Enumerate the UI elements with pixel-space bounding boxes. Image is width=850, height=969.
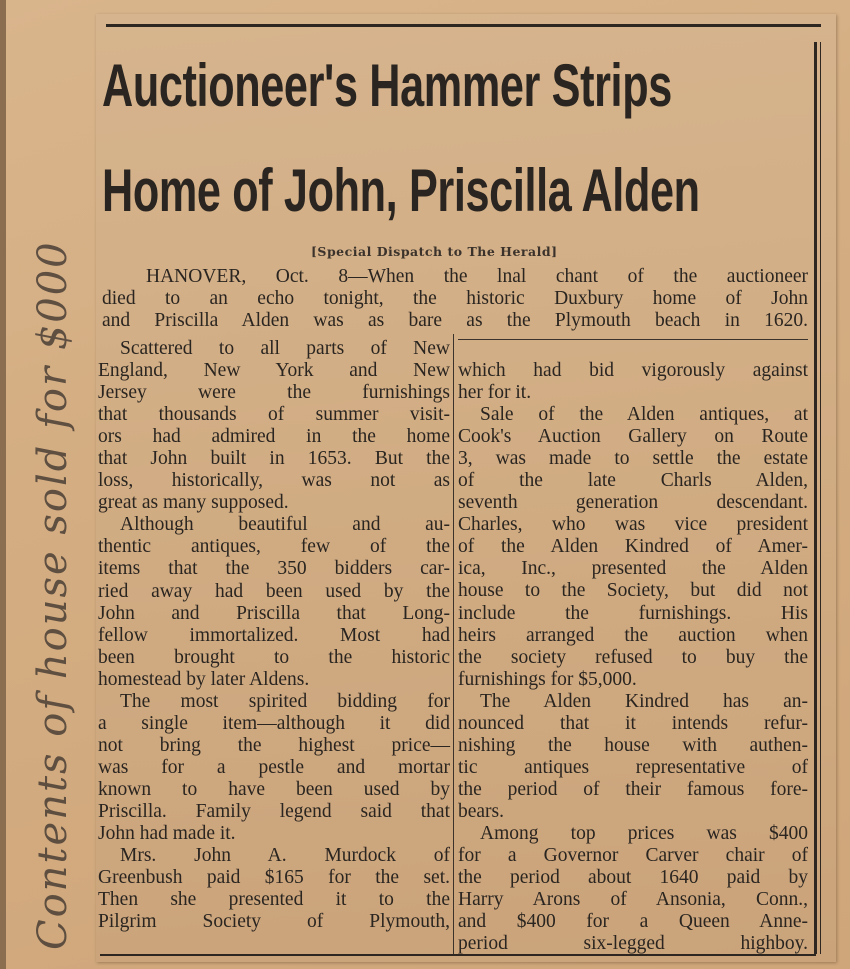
column-line: ors had admired in the home xyxy=(98,426,450,448)
column-line: Although beautiful and au- xyxy=(120,514,450,536)
column-line: Then she presented it to the xyxy=(98,889,450,911)
column-line: house to the Society, but did not xyxy=(458,580,808,602)
column-line: of the Alden Kindred of Amer- xyxy=(458,536,808,558)
column-line: the period about 1640 paid by xyxy=(458,867,808,889)
dispatch-credit: [Special Dispatch to The Herald] xyxy=(311,244,558,259)
column-line: nishing the house with authen- xyxy=(458,734,808,756)
column-line: seventh generation descendant. xyxy=(458,492,808,514)
right-column xyxy=(458,360,808,955)
column-line: heirs arranged the auction when xyxy=(458,624,808,646)
column-line: Scattered to all parts of New xyxy=(120,338,450,359)
column-line: Harry Arons of Ansonia, Conn., xyxy=(458,889,808,911)
column-line: furnishings for $5,000. xyxy=(458,668,637,690)
column-line: Priscilla. Family legend said that xyxy=(98,800,450,822)
lede-line: and Priscilla Alden was as bare as the Plymouth beach in 1620. xyxy=(102,310,808,331)
column-divider xyxy=(453,334,454,954)
headline-line-1: Auctioneer's Hammer Strips xyxy=(102,52,672,119)
column-line: homestead by later Aldens. xyxy=(98,668,310,690)
column-line: the society refused to buy the xyxy=(458,646,808,668)
headline-line-2: Home of John, Priscilla Alden xyxy=(102,157,700,224)
newspaper-clipping xyxy=(96,14,836,962)
left-column xyxy=(98,338,450,933)
column-line: period six-legged highboy. xyxy=(458,933,808,955)
column-line: items that the 350 bidders car- xyxy=(98,558,450,580)
column-line: Greenbush paid $165 for the set. xyxy=(98,867,450,889)
column-line: John had made it. xyxy=(98,823,236,845)
column-line: thentic antiques, few of the xyxy=(98,536,450,558)
column-line: ried away had been used by the xyxy=(98,580,450,602)
column-line: ica, Inc., presented the Alden xyxy=(458,558,808,580)
lede-paragraph xyxy=(102,266,808,332)
handwritten-note: Contents of house sold for $000 xyxy=(30,240,76,950)
column-line: tic antiques representative of xyxy=(458,756,808,778)
column-line: Charles, who was vice president xyxy=(458,514,808,536)
lede-line: died to an echo tonight, the historic Duxbury home of John xyxy=(102,288,808,309)
column-line: nounced that it intends refur- xyxy=(458,712,808,734)
column-line: her for it. xyxy=(458,382,532,404)
column-line: the period of their famous fore- xyxy=(458,778,808,800)
column-line: not bring the highest price— xyxy=(98,734,450,756)
column-line: Cook's Auction Gallery on Route xyxy=(458,426,808,448)
column-line: great as many supposed. xyxy=(98,492,289,514)
column-line: of the late Charls Alden, xyxy=(458,470,808,492)
column-line: Mrs. John A. Murdock of xyxy=(120,845,450,867)
column-line: Among top prices was $400 xyxy=(480,822,808,844)
column-line: that thousands of summer visit- xyxy=(98,404,450,426)
top-rule xyxy=(106,24,821,27)
lede-line: HANOVER, Oct. 8—When the lnal chant of the auctioneer xyxy=(146,266,808,287)
column-line: was for a pestle and mortar xyxy=(98,756,450,778)
column-line: 3, was made to settle the estate xyxy=(458,448,808,470)
column-line: The most spirited bidding for xyxy=(120,690,450,712)
column-line: that John built in 1653. But the xyxy=(98,448,450,470)
column-line: Pilgrim Society of Plymouth, xyxy=(98,911,450,933)
column-line: and $400 for a Queen Anne- xyxy=(458,911,808,933)
column-line: for a Governor Carver chair of xyxy=(458,845,808,867)
column-top-rule xyxy=(458,339,808,340)
column-line: which had bid vigorously against xyxy=(458,360,808,381)
right-rule xyxy=(814,42,817,954)
column-line: Jersey were the furnishings xyxy=(98,382,450,404)
column-line: been brought to the historic xyxy=(98,646,450,668)
column-line: John and Priscilla that Long- xyxy=(98,602,450,624)
column-line: a single item—although it did xyxy=(98,712,450,734)
column-line: loss, historically, was not as xyxy=(98,470,450,492)
column-line: England, New York and New xyxy=(98,360,450,382)
column-line: fellow immortalized. Most had xyxy=(98,624,450,646)
column-line: Sale of the Alden antiques, at xyxy=(480,404,808,426)
column-line: known to have been used by xyxy=(98,778,450,800)
mount-edge xyxy=(0,0,6,969)
column-line: bears. xyxy=(458,800,505,822)
right-rule-thin xyxy=(820,42,821,954)
column-line: The Alden Kindred has an- xyxy=(480,690,808,712)
column-line: include the furnishings. His xyxy=(458,602,808,624)
